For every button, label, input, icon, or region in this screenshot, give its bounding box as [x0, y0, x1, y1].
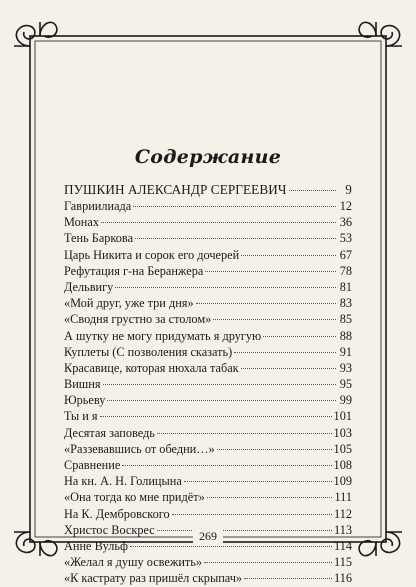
toc-entry-page: 109 — [333, 474, 352, 489]
toc-entry-page: 36 — [339, 215, 352, 230]
toc-entry-page: 108 — [333, 458, 352, 472]
toc-entry-page: 93 — [339, 360, 352, 375]
toc-entry-title: Десятая заповедь — [64, 425, 155, 440]
toc-entry-page: 83 — [339, 296, 352, 311]
toc-entry-page: 85 — [339, 312, 352, 327]
toc-entry-title: На кн. А. Н. Голицына — [64, 474, 182, 489]
toc-entry[interactable] — [64, 279, 352, 295]
toc-entry-title: Красавице, которая нюхала табак — [64, 360, 239, 375]
dot-leader — [115, 286, 336, 288]
toc-entry-page: 103 — [333, 425, 352, 440]
toc-entry-page: 116 — [334, 571, 352, 586]
dot-leader — [241, 254, 336, 256]
toc-entry[interactable] — [64, 311, 352, 327]
toc-entry-page: 114 — [334, 538, 352, 553]
toc-entry[interactable] — [64, 295, 352, 311]
toc-entry-page: 12 — [339, 199, 352, 213]
dot-leader — [244, 577, 332, 579]
dot-leader — [100, 415, 332, 417]
toc-entry-title: На К. Дембровского — [64, 506, 170, 521]
dot-leader — [263, 335, 336, 337]
toc-entry-page: 81 — [339, 279, 352, 294]
toc-entry-page: 88 — [339, 328, 352, 343]
toc-author-heading[interactable] — [64, 181, 352, 198]
dot-leader — [217, 448, 332, 450]
dot-leader — [122, 464, 331, 466]
corner-ornament-top-right — [359, 22, 402, 46]
corner-ornament-top-left — [14, 22, 57, 46]
dot-leader — [135, 237, 336, 239]
toc-entry-title: Сравнение — [64, 458, 121, 472]
toc-entry-page: 91 — [339, 344, 352, 359]
toc-entry-title: Юрьеву — [64, 393, 106, 408]
toc-entry-title: Анне Вульф — [64, 538, 128, 553]
toc-entry-title: Христос Воскрес — [64, 522, 155, 537]
dot-leader — [133, 205, 336, 207]
toc-entry-page: 113 — [334, 522, 352, 537]
toc-entry-title: Тень Баркова — [64, 231, 134, 246]
dot-leader — [241, 367, 336, 369]
toc-entry[interactable] — [64, 214, 352, 230]
dot-leader — [184, 480, 332, 482]
toc-entry-title: «Она тогда ко мне придёт» — [64, 490, 205, 505]
toc-entry[interactable] — [64, 425, 352, 441]
toc-entry-title: А шутку не могу придумать я другую — [64, 328, 262, 343]
toc-entry-page: 115 — [334, 555, 352, 570]
toc-entry-page: 112 — [334, 506, 352, 521]
toc-entry-title: Дельвигу — [64, 279, 114, 294]
toc-entry-title: «Мой друг, уже три дня» — [64, 296, 194, 311]
toc-entry[interactable] — [64, 506, 352, 522]
dot-leader — [172, 513, 332, 515]
dot-leader — [103, 383, 337, 385]
dot-leader — [157, 432, 332, 434]
toc-entry-page: 78 — [339, 263, 352, 278]
toc-entry-page: 53 — [339, 231, 352, 246]
toc-entry-title: «Желал я душу освежить» — [64, 555, 203, 570]
toc-entry[interactable] — [64, 489, 352, 505]
toc-entry[interactable] — [64, 247, 352, 263]
toc-entry-title: Гавриилиада — [64, 199, 132, 213]
dot-leader — [234, 351, 336, 353]
toc-entry[interactable] — [64, 441, 352, 457]
toc-entry-title: Царь Никита и сорок его дочерей — [64, 247, 240, 262]
page-number — [0, 529, 416, 544]
dot-leader — [107, 399, 336, 401]
toc-entry-title: «Раззевавшись от обедни…» — [64, 441, 215, 456]
toc-entry[interactable] — [64, 408, 352, 424]
toc-entry[interactable] — [64, 473, 352, 489]
toc-entry-title: «Сводня грустно за столом» — [64, 312, 212, 327]
page-number-text: 269 — [193, 529, 223, 543]
toc-entry-title: Рефутация г-на Беранжера — [64, 263, 204, 278]
dot-leader — [289, 189, 336, 191]
toc-entry-title: Куплеты (С позволения сказать) — [64, 344, 233, 359]
page-title: Содержание — [134, 146, 282, 168]
toc-entry[interactable] — [64, 360, 352, 376]
dot-leader — [130, 545, 332, 547]
toc-entry-title: «К кастрату раз пришёл скрыпач» — [64, 571, 243, 586]
toc-entry-page: 99 — [339, 393, 352, 408]
toc-entry-page: 101 — [333, 409, 352, 424]
toc-entry[interactable] — [64, 554, 352, 570]
toc-entry-title: Монах — [64, 215, 99, 230]
toc-entry[interactable] — [64, 376, 352, 392]
dot-leader — [213, 318, 336, 320]
toc-entry[interactable] — [64, 230, 352, 246]
toc-entry[interactable] — [64, 457, 352, 473]
toc-entry-title: Ты и я — [64, 409, 98, 424]
toc-entry[interactable] — [64, 570, 352, 586]
toc-entry-page: 105 — [333, 441, 352, 456]
toc-entry-page: 111 — [334, 490, 352, 505]
toc-entry-title: ПУШКИН АЛЕКСАНДР СЕРГЕЕВИЧ — [64, 182, 287, 197]
toc-entry[interactable] — [64, 263, 352, 279]
toc-entry[interactable] — [64, 344, 352, 360]
toc-entry-page: 67 — [339, 247, 352, 262]
table-of-contents — [64, 181, 352, 587]
dot-leader — [207, 496, 333, 498]
toc-entry-page: 9 — [345, 182, 352, 197]
dot-leader — [204, 561, 332, 563]
toc-entry[interactable] — [64, 198, 352, 214]
toc-entry-page: 95 — [339, 377, 352, 392]
dot-leader — [196, 302, 336, 304]
toc-entry-title: Вишня — [64, 377, 101, 392]
dot-leader — [205, 270, 336, 272]
toc-entry[interactable] — [64, 392, 352, 408]
dot-leader — [101, 221, 336, 223]
toc-entry[interactable] — [64, 328, 352, 344]
